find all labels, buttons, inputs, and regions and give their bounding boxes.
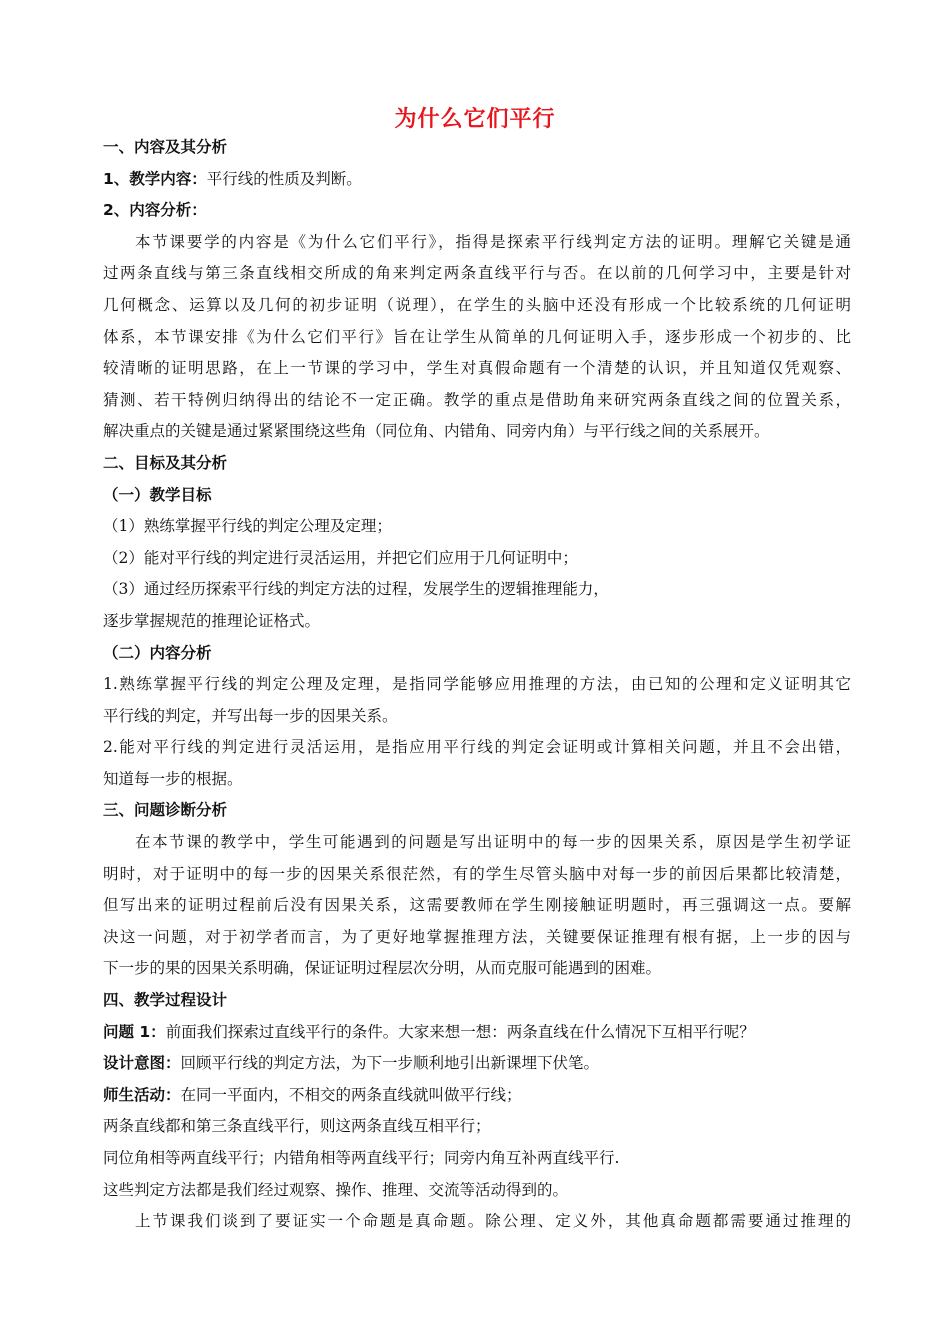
design-intent-text: 回顾平行线的判定方法，为下一步顺利地引出新课埋下伏笔。	[180, 1054, 600, 1073]
page-title: 为什么它们平行	[394, 107, 556, 132]
subsection-heading-goals: （一）教学目标	[103, 485, 212, 504]
document-body	[103, 132, 851, 1238]
content-analysis-label: 2、内容分析：	[103, 201, 207, 220]
activity-line: 这些判定方法都是我们经过观察、操作、推理、交流等活动得到的。	[103, 1180, 569, 1199]
goal-item: （1）熟练掌握平行线的判定公理及定理；	[103, 517, 392, 536]
teaching-content-line	[103, 164, 851, 196]
analysis-line: 1.熟练掌握平行线的判定公理及定理，是指同学能够应用推理的方法，由已知的公理和定义证明其它	[103, 675, 851, 694]
goal-item: （2）能对平行线的判定进行灵活运用，并把它们应用于几何证明中；	[103, 548, 578, 567]
paragraph-line: 在本节课的教学中，学生可能遇到的问题是写出证明中的每一步的因果关系，原因是学生初学证	[135, 833, 851, 852]
paragraph-line: 过两条直线与第三条直线相交所成的角来判定两条直线平行与否。在以前的几何学习中，主要是针对	[103, 264, 851, 283]
paragraph-line: 解决重点的关键是通过紧紧围绕这些角（同位角、内错角、同旁内角）与平行线之间的关系展开。	[103, 422, 770, 441]
section-heading-3: 三、问题诊断分析	[103, 801, 228, 820]
paragraph-line: 几何概念、运算以及几何的初步证明（说理），在学生的头脑中还没有形成一个比较系统的几何证明	[103, 295, 851, 314]
activity-label: 师生活动：	[103, 1085, 181, 1104]
activity-text: 在同一平面内，不相交的两条直线就叫做平行线；	[180, 1085, 522, 1104]
teaching-content-text: 平行线的性质及判断。	[206, 169, 362, 188]
question-1-text: 前面我们探索过直线平行的条件。大家来想一想：两条直线在什么情况下互相平行呢？	[165, 1022, 755, 1041]
question-1-label: 问题 1：	[103, 1022, 166, 1041]
paragraph-line: 上节课我们谈到了要证实一个命题是真命题。除公理、定义外，其他真命题都需要通过推理的	[135, 1212, 851, 1231]
subsection-heading-analysis: （二）内容分析	[103, 643, 212, 662]
paragraph-line: 下一步的果的因果关系明确，保证证明过程层次分明，从而克服可能遇到的困难。	[103, 959, 662, 978]
analysis-line: 平行线的判定，并写出每一步的因果关系。	[103, 706, 398, 725]
paragraph-line: 决这一问题，对于初学者而言，为了更好地掌握推理方法，关键要保证推理有根有据，上一步的因与	[103, 927, 851, 946]
paragraph-line: 体系，本节课安排《为什么它们平行》旨在让学生从简单的几何证明入手，逐步形成一个初步的、比	[103, 327, 851, 346]
analysis-line: 知道每一步的根据。	[103, 769, 243, 788]
analysis-line: 2.能对平行线的判定进行灵活运用，是指应用平行线的判定会证明或计算相关问题，并且不会出错，	[103, 738, 851, 757]
goal-item: （3）通过经历探索平行线的判定方法的过程，发展学生的逻辑推理能力，	[103, 580, 609, 599]
section-heading-1: 一、内容及其分析	[103, 138, 228, 156]
goal-item: 逐步掌握规范的推理论证格式。	[103, 611, 321, 630]
paragraph-line: 猜测、若干特例归纳得出的结论不一定正确。教学的重点是借助角来研究两条直线之间的位置关系，	[103, 390, 851, 409]
section-heading-2: 二、目标及其分析	[103, 453, 228, 472]
teaching-content-label: 1、教学内容：	[103, 169, 207, 188]
paragraph-line: 但写出来的证明过程前后没有因果关系，这需要教师在学生刚接触证明题时，再三强调这一点。要解	[103, 896, 851, 915]
activity-line: 同位角相等两直线平行；内错角相等两直线平行；同旁内角互补两直线平行.	[103, 1149, 620, 1167]
paragraph-line: 较清晰的证明思路，在上一节课的学习中，学生对真假命题有一个清楚的认识，并且知道仅凭观察、	[103, 359, 851, 378]
activity	[103, 1080, 851, 1112]
paragraph-line: 本节课要学的内容是《为什么它们平行》，指得是探索平行线判定方法的证明。理解它关键是通	[135, 232, 851, 251]
design-intent	[103, 1048, 851, 1080]
question-1	[103, 1017, 851, 1049]
section-heading-4: 四、教学过程设计	[103, 991, 228, 1010]
paragraph-line: 明时，对于证明中的每一步的因果关系很茫然，有的学生尽管头脑中对每一步的前因后果都比较清楚，	[103, 864, 851, 883]
activity-line: 两条直线都和第三条直线平行，则这两条直线互相平行；	[103, 1117, 491, 1136]
design-intent-label: 设计意图：	[103, 1054, 181, 1073]
